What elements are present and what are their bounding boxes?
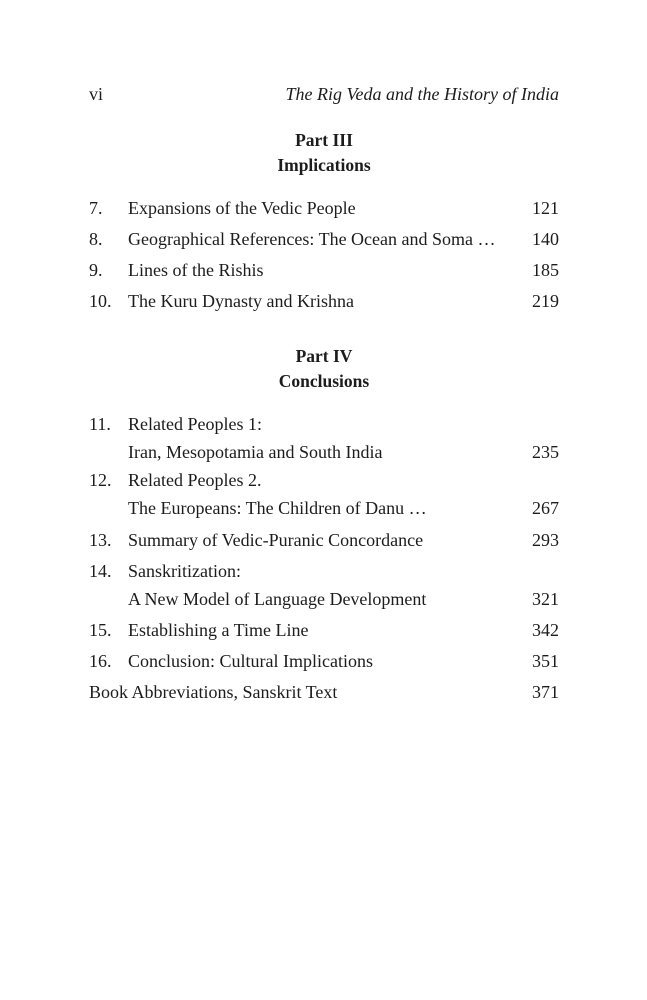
toc-entry-15[interactable]	[89, 616, 559, 644]
chapter-number: 16.	[89, 651, 112, 671]
chapter-title-line-1: Sanskritization:	[128, 561, 241, 581]
page-ref: 351	[532, 651, 559, 671]
chapter-number: 10.	[89, 291, 112, 311]
page-ref: 371	[532, 682, 559, 702]
toc-part-iv	[89, 410, 559, 706]
part-heading-iv	[89, 344, 559, 394]
chapter-title: Establishing a Time Line	[128, 620, 309, 640]
page-ref: 185	[532, 260, 559, 280]
toc-entry-12[interactable]	[89, 466, 559, 522]
chapter-number: 11.	[89, 414, 111, 434]
chapter-title-line-1: Related Peoples 1:	[128, 414, 262, 434]
chapter-number: 8.	[89, 229, 103, 249]
part-heading-iii	[89, 128, 559, 178]
page-ref: 293	[532, 530, 559, 550]
toc-entry-7[interactable]	[89, 194, 559, 222]
chapter-title: Summary of Vedic-Puranic Concordance	[128, 530, 424, 550]
toc-entry-11[interactable]	[89, 410, 559, 466]
running-head	[89, 84, 559, 105]
page-ref: 342	[532, 620, 559, 640]
chapter-number: 14.	[89, 561, 112, 581]
page-ref: 140	[532, 229, 559, 249]
chapter-number: 9.	[89, 260, 103, 280]
chapter-number: 15.	[89, 620, 112, 640]
chapter-title-line-2: A New Model of Language Development	[128, 589, 427, 609]
toc-entry-8[interactable]	[89, 225, 559, 253]
book-title: The Rig Veda and the History of India	[285, 84, 559, 104]
back-matter-title: Book Abbreviations, Sanskrit Text	[89, 682, 338, 702]
page-ref: 219	[532, 291, 559, 311]
part-title: Conclusions	[278, 371, 370, 391]
toc-entry-back-matter[interactable]	[89, 678, 559, 706]
toc-entry-16[interactable]	[89, 647, 559, 675]
chapter-title-line-2: Iran, Mesopotamia and South India	[128, 442, 383, 462]
page-number: vi	[89, 84, 104, 104]
chapter-number: 7.	[89, 198, 103, 218]
part-label: Part IV	[295, 346, 353, 366]
page-ref: 121	[532, 198, 559, 218]
part-label: Part III	[295, 130, 353, 150]
toc-part-iii	[89, 194, 559, 318]
chapter-title: Geographical References: The Ocean and Soma …	[128, 229, 496, 249]
toc-entry-10[interactable]	[89, 287, 559, 315]
toc-entry-14[interactable]	[89, 557, 559, 613]
chapter-title-line-2: The Europeans: The Children of Danu …	[128, 498, 427, 518]
chapter-title: The Kuru Dynasty and Krishna	[128, 291, 354, 311]
chapter-number: 13.	[89, 530, 112, 550]
part-title: Implications	[277, 155, 371, 175]
page-ref: 235	[532, 442, 559, 462]
toc-entry-13[interactable]	[89, 526, 559, 554]
chapter-title: Lines of the Rishis	[128, 260, 264, 280]
page-ref: 267	[532, 498, 559, 518]
chapter-title: Expansions of the Vedic People	[128, 198, 356, 218]
page-ref: 321	[532, 589, 559, 609]
chapter-title: Conclusion: Cultural Implications	[128, 651, 373, 671]
toc-entry-9[interactable]	[89, 256, 559, 284]
chapter-number: 12.	[89, 470, 112, 490]
chapter-title-line-1: Related Peoples 2.	[128, 470, 262, 490]
